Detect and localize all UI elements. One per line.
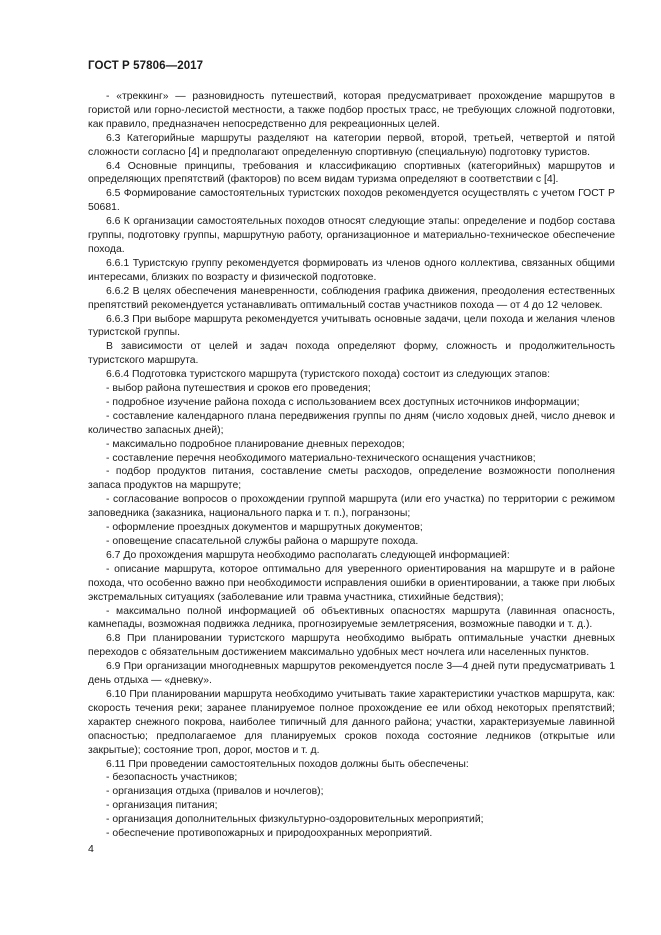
- paragraph: 6.6.2 В целях обеспечения маневренности, соблюдения графика движения, преодоления естественных препятствий рекомендуется устанавливать оптимальный состав участников похода — от 4 до 12 человек.: [88, 285, 615, 311]
- paragraph: - оформление проездных документов и маршрутных документов;: [106, 522, 423, 534]
- paragraph: - составление календарного плана передвижения группы по дням (число ходовых дней, число дневок и количество запасных дней);: [88, 410, 615, 436]
- paragraph: - максимально полной информацией об объективных опасностях маршрута (лавинная опасность, камнепады, возможная подвижка ледника, прогнозируемые землетрясения, возможные паводки и т. д.).: [88, 605, 615, 631]
- paragraph: 6.6 К организации самостоятельных походов относят следующие этапы: определение и подбор состава группы, подготовку группы, маршрутную работу, организационное и материально-техническое обеспечение похода.: [88, 216, 615, 255]
- document-body: [88, 90, 615, 841]
- paragraph: 6.8 При планировании туристского маршрута необходимо выбрать оптимальные участки дневных переходов с обязательным достижением максимально удобных мест ночлега или населенных пунктов.: [88, 633, 615, 659]
- paragraph: - выбор района путешествия и сроков его проведения;: [106, 383, 371, 395]
- paragraph: 6.10 При планировании маршрута необходимо учитывать такие характеристики участков маршрута, как: скорость течения реки; заранее планируемое полное прохождение ее или обход некоторых препятствий; характер снежного покрова, наиболее типичный для данного района; участки, характеризуемые лавинной опасностью; предполагаемое для планируемых сроков похода состояние ледников (открытые или закрытые); состояние троп, дорог, мостов и т. д.: [88, 688, 615, 756]
- paragraph: - безопасность участников;: [106, 772, 238, 784]
- paragraph: 6.11 При проведении самостоятельных походов должны быть обеспечены:: [106, 758, 469, 770]
- paragraph: 6.5 Формирование самостоятельных туристских походов рекомендуется осуществлять с учетом ГОСТ Р 50681.: [88, 188, 615, 214]
- paragraph: 6.3 Категорийные маршруты разделяют на категории первой, второй, третьей, четвертой и пятой сложности согласно [4] и предполагают определенную спортивную (специальную) подготовку туристов.: [88, 132, 615, 158]
- paragraph: - организация питания;: [106, 800, 218, 812]
- paragraph: В зависимости от целей и задач похода определяют форму, сложность и продолжительность туристского маршрута.: [88, 341, 615, 367]
- paragraph: - описание маршрута, которое оптимально для уверенного ориентирования на маршруте и в районе похода, что особенно важно при необходимости исправления ошибки в ориентировании, а также при любых экстремальных ситуациях (заболевание или травма участника, стихийные бедствия);: [88, 563, 615, 603]
- paragraph: - подбор продуктов питания, составление сметы расходов, определение возможности пополнения запаса продуктов на маршруте;: [88, 466, 615, 492]
- paragraph: - организация дополнительных физкультурно-оздоровительных мероприятий;: [106, 814, 484, 826]
- paragraph: 6.6.4 Подготовка туристского маршрута (туристского похода) состоит из следующих этапов:: [106, 369, 551, 381]
- paragraph: 6.4 Основные принципы, требования и классификацию спортивных (категорийных) маршрутов и определяющих препятствий (факторов) по всем видам туризма определяют в соответствии с [4].: [88, 160, 615, 186]
- paragraph: - оповещение спасательной службы района о маршруте похода.: [106, 536, 419, 547]
- paragraph: - обеспечение противопожарных и природоохранных мероприятий.: [106, 828, 433, 840]
- paragraph: 6.9 При организации многодневных маршрутов рекомендуется после 3—4 дней пути предусматривать 1 день отдыха — «дневку».: [88, 661, 615, 687]
- page-number: 4: [88, 843, 94, 855]
- paragraph: - согласование вопросов о прохождении группой маршрута (или его участка) по территории с режимом заповедника (заказника, национального парка и т. п.), погранзоны;: [88, 494, 615, 520]
- paragraph: 6.7 До прохождения маршрута необходимо располагать следующей информацией:: [106, 549, 510, 561]
- paragraph: - «треккинг» — разновидность путешествий, которая предусматривает прохождение маршрутов в гористой или горно-лесистой местности, а также подбор простых трасс, не требующих сложной подготовки, как правило, предназначен непосредственно для рекреационных целей.: [88, 91, 615, 130]
- paragraph: 6.6.1 Туристскую группу рекомендуется формировать из членов одного коллектива, связанных общими интересами, близких по возрасту и физической подготовке.: [88, 257, 615, 283]
- paragraph: - максимально подробное планирование дневных переходов;: [106, 438, 405, 450]
- paragraph: 6.6.3 При выборе маршрута рекомендуется учитывать основные задачи, цели похода и желания членов туристской группы.: [88, 313, 615, 339]
- document-header: ГОСТ Р 57806—2017: [88, 60, 204, 72]
- paragraph: - подробное изучение района похода с использованием всех доступных источников информации;: [106, 396, 580, 408]
- paragraph: - составление перечня необходимого материально-технического оснащения участников;: [106, 452, 536, 464]
- paragraph: - организация отдыха (привалов и ночлегов);: [106, 786, 324, 798]
